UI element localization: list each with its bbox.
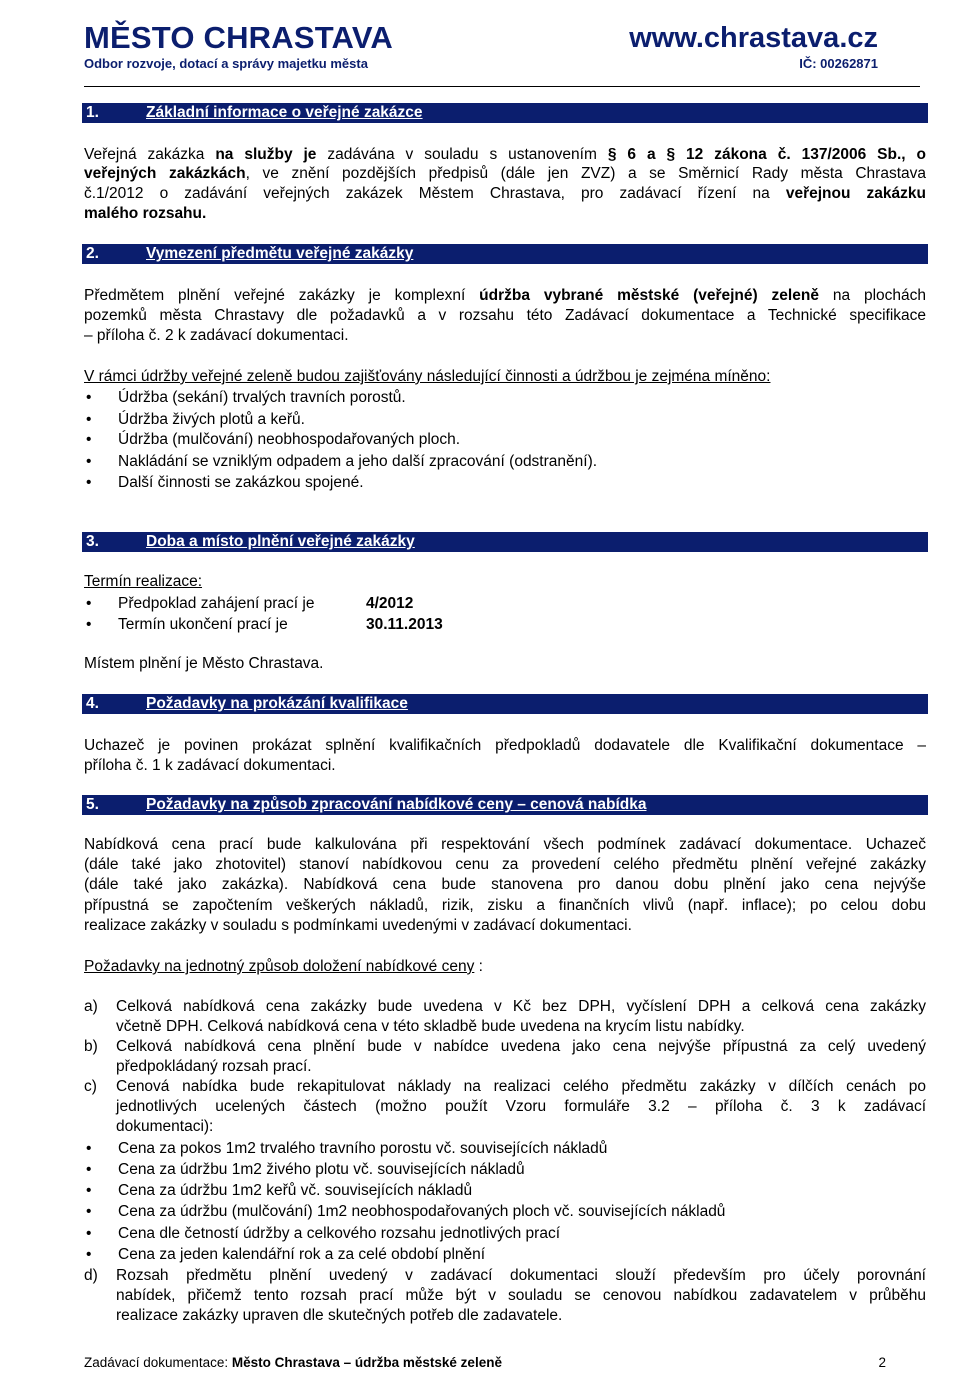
place-of-performance: Místem plnění je Město Chrastava. (84, 655, 324, 672)
section-5-heading (82, 795, 928, 815)
s2-para-line-1: Předmětem plnění veřejné zakázky je komplexní údržba vybrané městské (veřejné) zeleně na plochách (84, 287, 926, 304)
item-d-line-2: nabídek, přičemž tento rozsah prací může být v souladu se cenovou nabídkou zadavatelem v průběhu (116, 1287, 926, 1304)
s4-line-2: příloha č. 1 k zadávací dokumentaci. (84, 757, 336, 774)
page-number: 2 (878, 1355, 886, 1370)
section-title: Vymezení předmětu veřejné zakázky (146, 245, 414, 262)
section-3-heading (82, 532, 928, 552)
website: www.chrastava.cz (629, 22, 878, 54)
section-4-heading (82, 694, 928, 714)
s5-para-line: (dále také jako zakázka). Nabídková cena bude stanovena pro danou dobu plnění jako cena nejvýše (84, 876, 926, 893)
section-number: 5. (86, 796, 99, 813)
item-c-line-3: dokumentaci): (116, 1118, 214, 1135)
item-a-line-2: včetně DPH. Celková nabídková cena v této skladbě bude uvedena na krycím listu nabídky. (116, 1018, 745, 1035)
item-b-line-2: předpokládaný rozsah prací. (116, 1058, 312, 1075)
s5-para-line: Nabídková cena prací bude kalkulována při respektování všech podmínek zadávací dokumentace. Uchazeč (84, 836, 926, 853)
footer: Zadávací dokumentace: Město Chrastava – údržba městské zeleně (84, 1355, 502, 1370)
item-d-line-1: Rozsah předmětu plnění uvedený v zadávací dokumentaci slouží především pro účely porovnání (116, 1267, 926, 1284)
section-title: Základní informace o veřejné zakázce (146, 104, 423, 121)
s1-line-1: Veřejná zakázka na služby je zadávána v souladu s ustanovením § 6 a § 12 zákona č. 137/2006 Sb., o (84, 146, 926, 163)
item-d-line-3: realizace zakázky upraven dle skutečných potřeb dle zadavatele. (116, 1307, 563, 1324)
s2-para-line-2: pozemků města Chrastavy dle požadavků a v rozsahu této Zadávací dokumentace a Technické specifikace (84, 307, 926, 324)
item-letter: c) (84, 1078, 97, 1095)
s4-line-1: Uchazeč je povinen prokázat splnění kvalifikačních předpokladů dodavatele dle Kvalifikační dokumentace – (84, 737, 926, 754)
s5-para-line: realizace zakázky v souladu s podmínkami uvedenými v zadávací dokumentaci. (84, 917, 632, 934)
document-page: MĚSTO CHRASTAVA www.chrastava.cz Odbor rozvoje, dotací a správy majetku města IČ: 00262871 1. Základní informace o veřejné zakázce Veřejná zakázka na služby je zadávána v souladu s ustanovením § 6 a § 12 zákona č. 137/2006 Sb., o veřejných zakázkách, ve znění pozdějších předpisů (dále jen ZVZ) a se Směrnicí Rady města Chrastava č.1/2012 o zadávání veřejných zakázek Městem Chrastava, pro zadávací řízení na veřejnou zakázku malého rozsahu. 2. Vymezení předmětu veřejné zakázky Předmětem plnění veřejné zakázky je komplexní údržba vybrané městské (veřejné) zeleně na plochách pozemků města Chrastavy dle požadavků a v rozsahu této Zadávací dokumentace a Technické specifikace – příloha č. 2 k zadávací dokumentaci. V rámci údržby veřejné zeleně budou zajišťovány následující činnosti a údržbou je zejména míněno: • Údržba (sekání) trvalých travních porostů. • Údržba živých plotů a keřů. • Údržba (mulčování) neobhospodařovaných ploch. • Nakládání se vzniklým odpadem a jeho další zpracování (odstranění). • Další činnosti se zakázkou spojené. 3. Doba a místo plnění veřejné zakázky Termín realizace: • Předpoklad zahájení prací je 4/2012 • Termín ukončení prací je 30.11.2013 Místem plnění je Město Chrastava. 4. Požadavky na prokázání kvalifikace Uchazeč je povinen prokázat splnění kvalifikačních předpokladů dodavatele dle Kvalifikační dokumentace – příloha č. 1 k zadávací dokumentaci. 5. Požadavky na způsob zpracování nabídkové ceny – cenová nabídka Nabídková cena prací bude kalkulována při respektování všech podmínek zadávací dokumentace. Uchazeč (dále také jako zhotovitel) stanoví nabídkovou cenu za provedení celého předmětu plnění veřejné zakázky (dále také jako zakázka). Nabídková cena bude stanovena pro danou dobu plnění jako cena nejvýše přípustná se započtením veškerých nákladů, rizik, zisku a finančních vlivů (např. inflace); po celou dobu realizace zakázky v souladu s podmínkami uvedenými v zadávací dokumentaci. Požadavky na jednotný způsob doložení nabídkové ceny : a) Celková nabídková cena zakázky bude uvedena v Kč bez DPH, vyčíslení DPH a celková cena zakázky včetně DPH. Celková nabídková cena v této skladbě bude uvedena na krycím listu nabídky. b) Celková nabídková cena plnění bude v nabídce uvedena jako cena nejvýše přípustná za celý uvedený předpokládaný rozsah prací. c) Cenová nabídka bude rekapitulovat náklady na realizaci celého předmětu zakázky v dílčích cenách po jednotlivých ucelených částech (možno použít Vzoru formuláře 3.2 – příloha č. 3 k zadávací dokumentaci): • Cena za pokos 1m2 trvalého travního porostu vč. souvisejících nákladů • Cena za údržbu 1m2 živého plotu vč. souvisejících nákladů • Cena za údržbu 1m2 keřů vč. souvisejících nákladů • Cena za údržbu (mulčování) 1m2 neobhospodařovaných ploch vč. souvisejících nákladů • Cena dle četností údržby a celkového rozsahu jednotlivých prací • Cena za jeden kalendářní rok a za celé období plnění d) Rozsah předmětu plnění uvedený v zadávací dokumentaci slouží především pro účely porovnání nabídek, přičemž tento rozsah prací může být v souladu se cenovou nabídkou zadavatelem v průběhu realizace zakázky upraven dle skutečných potřeb dle zadavatele. Zadávací dokumentace: Město Chrastava – údržba městské zeleně 2 (84, 20, 926, 1370)
term-label: Termín realizace: (84, 573, 203, 590)
section-title: Požadavky na prokázání kvalifikace (146, 695, 408, 712)
section-title: Doba a místo plnění veřejné zakázky (146, 533, 415, 550)
s1-line-3: č.1/2012 o zadávání veřejných zakázek Městem Chrastava, pro zadávací řízení na veřejnou zakázku (84, 185, 926, 202)
company-id: IČ: 00262871 (799, 56, 878, 71)
section-number: 3. (86, 533, 99, 550)
section-1-heading (82, 103, 928, 123)
section-number: 2. (86, 245, 99, 262)
s5-para-line: přípustná se započtením veškerých nákladů, rizik, zisku a finančních vlivů (např. inflace); po celou dobu (84, 897, 926, 914)
s5-para-line: (dále také jako zhotovitel) stanoví nabídkovou cenu za provedení celého předmětu plnění veřejné zakázky (84, 856, 926, 873)
item-c-line-1: Cenová nabídka bude rekapitulovat náklady na realizaci celého předmětu zakázky v dílčích cenách po (116, 1078, 926, 1095)
price-requirements-label: Požadavky na jednotný způsob doložení nabídkové ceny : (84, 958, 483, 975)
section-number: 1. (86, 104, 99, 121)
section-2-heading (82, 244, 928, 264)
s2-intro: V rámci údržby veřejné zeleně budou zajišťovány následující činnosti a údržbou je zejména míněno: (84, 368, 771, 385)
item-b-line-1: Celková nabídková cena plnění bude v nabídce uvedena jako cena nejvýše přípustná za celý uvedený (116, 1038, 926, 1055)
header-divider (84, 86, 920, 87)
item-letter: b) (84, 1038, 98, 1055)
s1-line-4: malého rozsahu. (84, 205, 207, 222)
s2-para-line-3: – příloha č. 2 k zadávací dokumentaci. (84, 327, 349, 344)
item-letter: a) (84, 998, 98, 1015)
item-a-line-1: Celková nabídková cena zakázky bude uvedena v Kč bez DPH, vyčíslení DPH a celková cena zakázky (116, 998, 926, 1015)
city-title: MĚSTO CHRASTAVA (84, 20, 393, 55)
item-letter: d) (84, 1267, 98, 1284)
s1-line-2: veřejných zakázkách, ve znění pozdějších předpisů (dále jen ZVZ) a se Směrnicí Rady města Chrastava (84, 165, 926, 182)
department: Odbor rozvoje, dotací a správy majetku města (84, 56, 368, 71)
section-title: Požadavky na způsob zpracování nabídkové ceny – cenová nabídka (146, 796, 647, 813)
section-number: 4. (86, 695, 99, 712)
item-c-line-2: jednotlivých ucelených částech (možno použít Vzoru formuláře 3.2 – příloha č. 3 k zadávací (116, 1098, 926, 1115)
